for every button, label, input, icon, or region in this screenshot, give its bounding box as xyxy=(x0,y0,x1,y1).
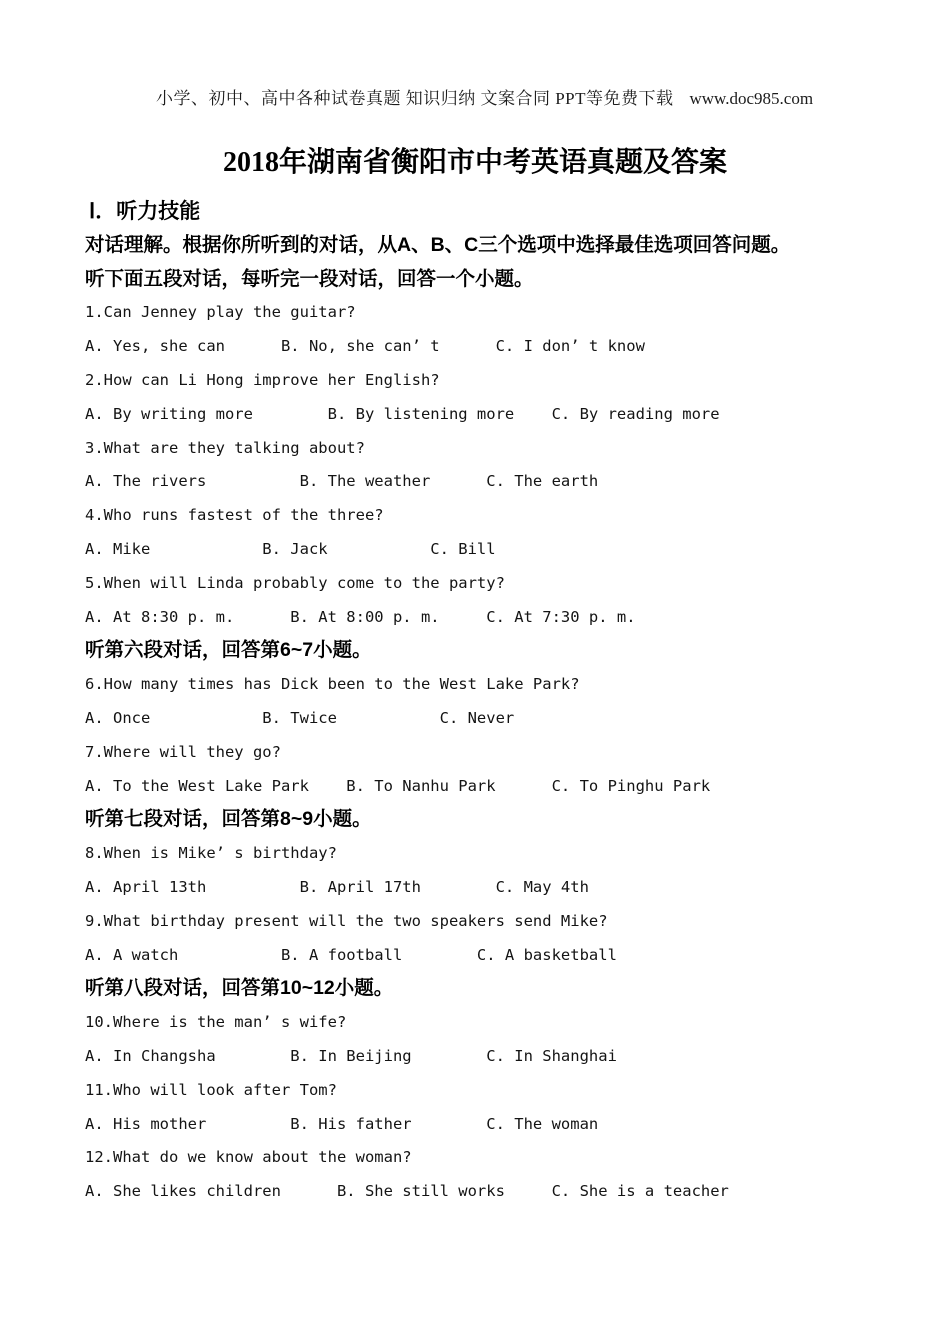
question-options: A. April 13th B. April 17th C. May 4th xyxy=(85,877,589,896)
section-heading: Ⅰ．听力技能 xyxy=(89,200,201,223)
question-block xyxy=(85,1141,895,1209)
question-block xyxy=(85,432,895,500)
question-block xyxy=(85,736,895,804)
dialog-subheading: 听第七段对话，回答第8~9小题。 xyxy=(85,808,372,831)
question-options: A. By writing more B. By listening more C. By reading more xyxy=(85,404,720,423)
site-header-text: 小学、初中、高中各种试卷真题 知识归纳 文案合同 PPT等免费下载 xyxy=(155,89,674,108)
site-header xyxy=(0,64,950,129)
question-block xyxy=(85,668,895,736)
question-block xyxy=(85,837,895,905)
question-options: A. Once B. Twice C. Never xyxy=(85,708,515,727)
question-options: A. The rivers B. The weather C. The earth xyxy=(85,472,599,491)
question-text: 7.Where will they go? xyxy=(85,742,281,761)
question-text: 3.What are they talking about? xyxy=(85,438,365,457)
questions-list xyxy=(85,296,895,1209)
question-options: A. In Changsha B. In Beijing C. In Shanghai xyxy=(85,1046,617,1065)
section-instruction-1: 对话理解。根据你所听到的对话，从A、B、C三个选项中选择最佳选项回答问题。 xyxy=(85,233,791,256)
dialog-subheading: 听第八段对话，回答第10~12小题。 xyxy=(85,977,394,1000)
page-title: 2018年湖南省衡阳市中考英语真题及答案 xyxy=(222,147,727,178)
question-block xyxy=(85,905,895,973)
question-block xyxy=(85,499,895,567)
question-text: 6.How many times has Dick been to the West Lake Park? xyxy=(85,675,580,694)
section-instruction-2: 听下面五段对话，每听完一段对话，回答一个小题。 xyxy=(85,267,534,290)
site-url: www.doc985.com xyxy=(689,89,814,108)
question-block xyxy=(85,1074,895,1142)
question-text: 5.When will Linda probably come to the party? xyxy=(85,573,505,592)
question-options: A. She likes children B. She still works C. She is a teacher xyxy=(85,1182,729,1201)
question-text: 8.When is Mike’ s birthday? xyxy=(85,844,337,863)
question-text: 11.Who will look after Tom? xyxy=(85,1080,337,1099)
question-text: 2.How can Li Hong improve her English? xyxy=(85,370,440,389)
question-text: 1.Can Jenney play the guitar? xyxy=(85,303,356,322)
question-text: 4.Who runs fastest of the three? xyxy=(85,506,384,525)
question-text: 12.What do we know about the woman? xyxy=(85,1148,412,1167)
question-block xyxy=(85,567,895,635)
question-text: 10.Where is the man’ s wife? xyxy=(85,1013,347,1032)
question-options: A. A watch B. A football C. A basketball xyxy=(85,945,617,964)
question-options: A. At 8:30 p. m. B. At 8:00 p. m. C. At 7:30 p. m. xyxy=(85,607,636,626)
question-options: A. Yes, she can B. No, she can’ t C. I don’ t know xyxy=(85,337,645,356)
question-block xyxy=(85,364,895,432)
question-options: A. Mike B. Jack C. Bill xyxy=(85,539,496,558)
question-options: A. To the West Lake Park B. To Nanhu Park C. To Pinghu Park xyxy=(85,776,711,795)
dialog-subheading: 听第六段对话，回答第6~7小题。 xyxy=(85,639,372,662)
question-options: A. His mother B. His father C. The woman xyxy=(85,1114,599,1133)
question-block xyxy=(85,1006,895,1074)
document-body xyxy=(85,195,895,1209)
question-text: 9.What birthday present will the two speakers send Mike? xyxy=(85,911,608,930)
question-block xyxy=(85,296,895,364)
